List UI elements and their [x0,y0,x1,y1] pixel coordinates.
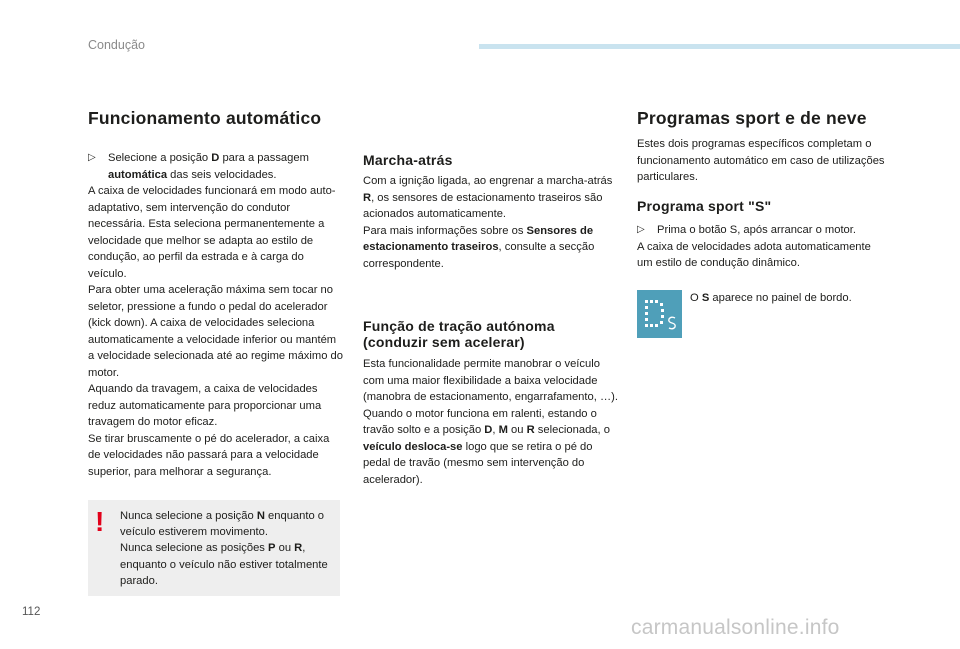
para-reverse: Com a ignição ligada, ao engrenar a marcha-atrás R, os sensores de estacionamento traseiros são acionados automaticamente. [363,175,613,220]
para-dynamic: A caixa de velocidades adota automaticamente um estilo de condução dinâmico. [637,240,871,269]
column-automatic [88,150,343,480]
column-sport [637,222,887,272]
para-programs-intro: Estes dois programas específicos completam o funcionamento automático em caso de utilizações particulares. [637,138,885,183]
column-creep [363,356,619,488]
para-creep-detail: Quando o motor funciona em ralenti, estando o travão solto e a posição D, M ou R selecionada, o veículo desloca-se logo que se retira o pé do pedal de travão (mesmo sem intervenção do acelerador). [363,407,610,486]
bullet-press-s: ▷ Prima o botão S, após arrancar o motor. [637,222,887,239]
header-bar [479,44,960,49]
para-braking: Aquando da travagem, a caixa de velocidades reduz automaticamente para proporcionar uma travagem do motor eficaz. [88,383,322,428]
title-marcha-atras: Marcha-atrás [363,152,453,168]
para-sensors: Para mais informações sobre os Sensores de estacionamento traseiros, consulte a secção correspondente. [363,224,595,270]
page-number: 112 [22,606,41,618]
title-funcao-tracao: Função de tração autónoma (conduzir sem acelerar) [363,318,555,350]
column-reverse [363,173,617,272]
para-kickdown: Para obter uma aceleração máxima sem tocar no seletor, pressione a fundo o pedal do acelerador (kick down). A caixa de velocidades seleciona automaticamente a velocidade inferior ou mantém a velocidade selecionada até ao regime máximo do motor. [88,284,343,379]
section-header: Condução [88,38,145,52]
ds-text: O S aparece no painel de bordo. [690,292,852,304]
title-funcionamento: Funcionamento automático [88,108,322,128]
ds-display-icon [637,290,682,338]
warning-box [88,500,340,596]
arrow-bullet-icon: ▷ [637,224,645,235]
title-programa-sport: Programa sport "S" [637,198,772,214]
warning-icon: ! [95,506,105,537]
column-programs [637,136,887,186]
warning-text: Nunca selecione a posição N enquanto o veículo estiverem movimento. Nunca selecione as posições P ou R, enquanto o veículo não estiver totalmente parado. [120,510,328,587]
bullet-select-d: ▷ Selecione a posição D para a passagem automática das seis velocidades. [88,152,309,181]
para-creep-intro: Esta funcionalidade permite manobrar o veículo com uma maior flexibilidade a baixa velocidade (manobra de estacionamento, engarrafamento, …). [363,358,618,403]
watermark: carmanualsonline.info [631,616,840,639]
arrow-bullet-icon: ▷ [88,152,96,163]
title-programas: Programas sport e de neve [637,108,867,128]
para-safety: Se tirar bruscamente o pé do acelerador, a caixa de velocidades não passará para a velocidade superior, para melhorar a segurança. [88,432,330,478]
para-adaptive: A caixa de velocidades funcionará em modo auto-adaptativo, sem intervenção do condutor necessária. Esta seleciona permanentemente a velocidade que melhor se adapta ao estilo de condução, ao perfil da estrada e à carga do veículo. [88,185,336,280]
